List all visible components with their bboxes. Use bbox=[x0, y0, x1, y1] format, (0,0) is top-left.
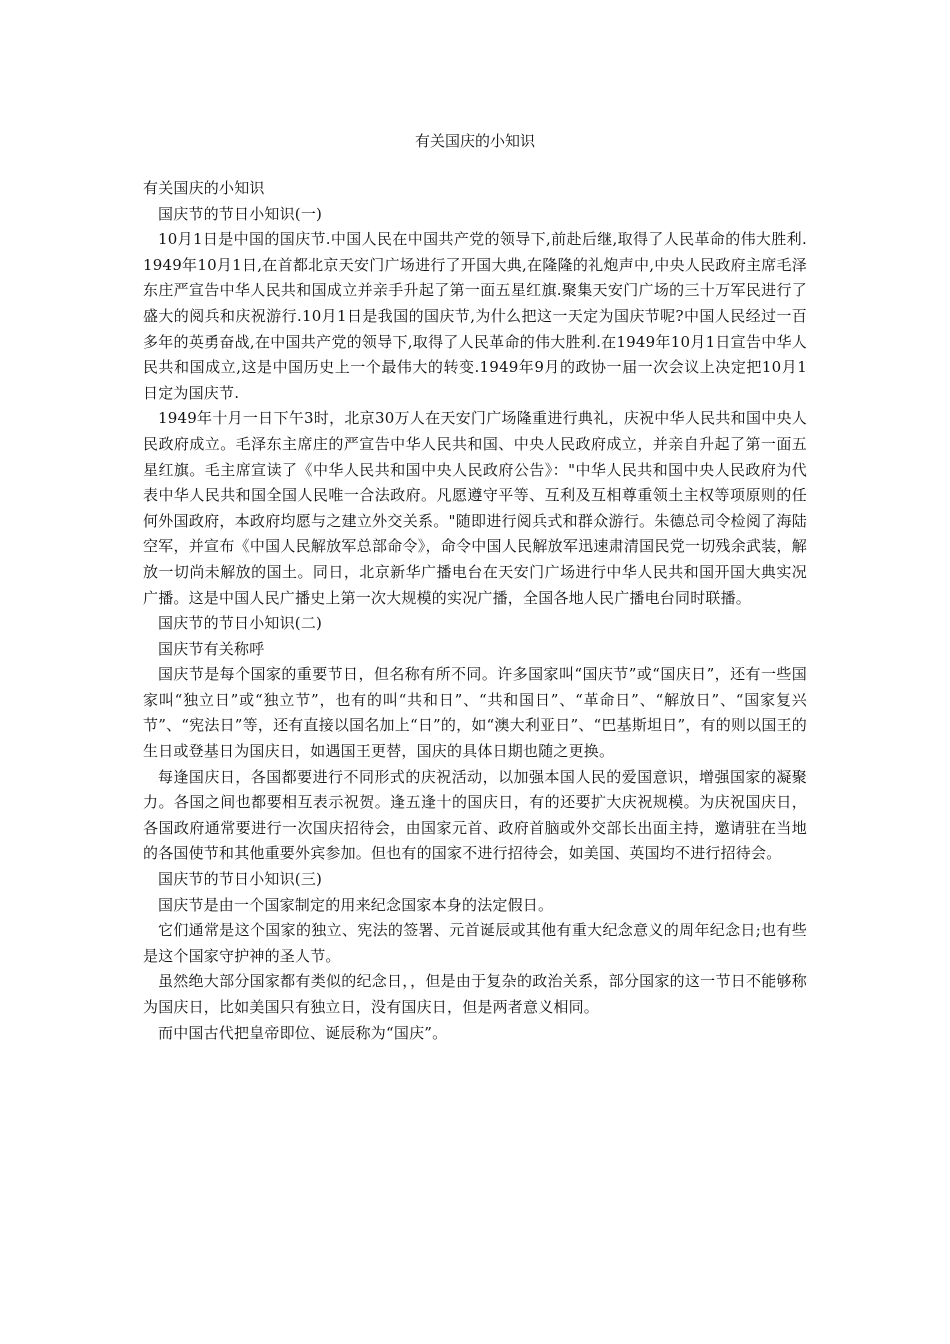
body-paragraph: 1949年十月一日下午3时，北京30万人在天安门广场隆重进行典礼，庆祝中华人民共和国中央人民政府成立。毛泽东主席庄的严宣告中华人民共和国、中央人民政府成立，并亲自升起了第一面五星红旗。毛主席宣读了《中华人民共和国中央人民政府公告》："中华人民共和国中央人民政府为代表中华人民共和国全国人民唯一合法政府。凡愿遵守平等、互利及互相尊重领土主权等项原则的任何外国政府，本政府均愿与之建立外交关系。"随即进行阅兵式和群众游行。朱德总司令检阅了海陆空军，并宣布《中国人民解放军总部命令》，命令中国人民解放军迅速肃清国民党一切残余武装，解放一切尚未解放的国土。同日，北京新华广播电台在天安门广场进行中华人民共和国开国大典实况广播。这是中国人民广播史上第一次大规模的实况广播，全国各地人民广播电台同时联播。 bbox=[143, 409, 807, 607]
subsection-heading: 国庆节的节日小知识(一) bbox=[158, 204, 323, 223]
section-heading: 有关国庆的小知识 bbox=[143, 179, 265, 197]
document-body bbox=[143, 176, 807, 1046]
subsection-heading: 国庆节的节日小知识(二) bbox=[158, 614, 323, 633]
body-paragraph: 国庆节是每个国家的重要节日，但名称有所不同。许多国家叫“国庆节”或“国庆日”，还有一些国家叫“独立日”或“独立节”，也有的叫“共和日”、“共和国日”、“革命日”、“解放日”、“国家复兴节”、“宪法日”等，还有直接以国名加上“日”的，如“澳大利亚日”、“巴基斯坦日”，有的则以国王的生日或登基日为国庆日，如遇国王更替，国庆的具体日期也随之更换。 bbox=[143, 665, 807, 761]
body-paragraph: 10月1日是中国的国庆节.中国人民在中国共产党的领导下,前赴后继,取得了人民革命的伟大胜利. 1949年10月1日,在首都北京天安门广场进行了开国大典,在隆隆的礼炮声中,中央人民政府主席毛泽东庄严宣告中华人民共和国成立并亲手升起了第一面五星红旗.聚集天安门广场的三十万军民进行了盛大的阅兵和庆祝游行.10月1日是我国的国庆节,为什么把这一天定为国庆节呢?中国人民经过一百多年的英勇奋战,在中国共产党的领导下,取得了人民革命的伟大胜利.在1949年10月1日宣告中华人民共和国成立,这是中国历史上一个最伟大的转变.1949年9月的政协一届一次会议上决定把10月1日定为国庆节. bbox=[143, 230, 807, 402]
body-paragraph: 每逢国庆日，各国都要进行不同形式的庆祝活动，以加强本国人民的爱国意识，增强国家的凝聚力。各国之间也都要相互表示祝贺。逢五逢十的国庆日，有的还要扩大庆祝规模。为庆祝国庆日，各国政府通常要进行一次国庆招待会，由国家元首、政府首脑或外交部长出面主持，邀请驻在当地的各国使节和其他重要外宾参加。但也有的国家不进行招待会，如美国、英国均不进行招待会。 bbox=[143, 767, 807, 863]
body-paragraph: 虽然绝大部分国家都有类似的纪念日，，但是由于复杂的政治关系，部分国家的这一节日不能够称为国庆日，比如美国只有独立日，没有国庆日，但是两者意义相同。 bbox=[143, 972, 807, 1016]
body-paragraph: 而中国古代把皇帝即位、诞辰称为“国庆”。 bbox=[158, 1023, 448, 1042]
subsection-heading: 国庆节的节日小知识(三) bbox=[158, 870, 323, 889]
subsection-heading: 国庆节有关称呼 bbox=[158, 639, 265, 658]
document-title: 有关国庆的小知识 bbox=[414, 132, 535, 150]
body-paragraph: 国庆节是由一个国家制定的用来纪念国家本身的法定假日。 bbox=[158, 895, 554, 914]
body-paragraph: 它们通常是这个国家的独立、宪法的签署、元首诞辰或其他有重大纪念意义的周年纪念日;也有些是这个国家守护神的圣人节。 bbox=[143, 921, 807, 965]
